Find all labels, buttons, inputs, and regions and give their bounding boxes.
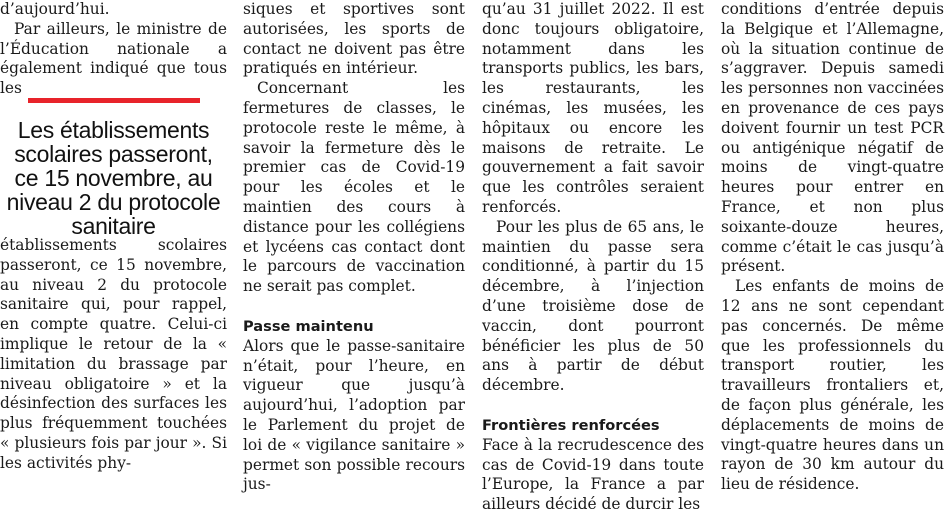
- paragraph: conditions d’entrée depuis la Belgique et l’Allemagne, où la situation continue de s’aggraver. Depuis samedi les personnes non vaccinées en provenance de ces pays doivent fournir un test PCR ou antigénique négatif de moins de vingt-quatre heures pour entrer en France, et non plus soixante-douze heures, comme c’était le cas jusqu’à présent.: [721, 0, 944, 276]
- paragraph: Par ailleurs, le ministre de l’Éducation nationale a également indiqué que tous les: [0, 19, 227, 98]
- section-heading: Frontières renforcées: [482, 416, 660, 434]
- article-column-3: [482, 0, 704, 515]
- paragraph: Face à la recrudescence des cas de Covid-19 dans toute l’Europe, la France a par ailleurs décidé de durcir les: [482, 435, 704, 514]
- section-heading: Passe maintenu: [243, 317, 374, 335]
- paragraph: qu’au 31 juillet 2022. Il est donc toujours obligatoire, notamment dans les transports publics, les bars, les restaurants, les cinémas, les musées, les hôpitaux ou encore les maisons de retraite. Le gouvernement a fait savoir que les contrôles seraient renforcés.: [482, 0, 704, 216]
- paragraph: Les enfants de moins de 12 ans ne sont cependant pas concernés. De même que les professionnels du transport routier, les travailleurs frontaliers et, de façon plus générale, les déplacements de moins de vingt-quatre heures dans un rayon de 30 km autour du lieu de résidence.: [721, 277, 944, 494]
- article-column-1: [0, 0, 227, 99]
- pullquote-rule: [28, 98, 200, 103]
- paragraph: Pour les plus de 65 ans, le maintien du passe sera conditionné, à partir du 15 décembre, à l’injection d’une troisième dose de vaccin, dont pourront bénéficier les plus de 50 ans à partir de début décembre.: [482, 217, 704, 395]
- paragraph: établissements scolaires passeront, ce 15 novembre, au niveau 2 du protocole sanitaire qui, pour rappel, en compte quatre. Celui-ci implique le retour de la « limitation du brassage par niveau obligatoire » et la désinfection des surfaces les plus fréquemment touchées « plusieurs fois par jour ». Si les activités phy-: [0, 236, 227, 472]
- paragraph: siques et sportives sont autorisées, les sports de contact ne doivent pas être pratiqués en intérieur.: [243, 0, 465, 78]
- paragraph: Concernant les fermetures de classes, le protocole reste le même, à savoir la fermeture dès le premier cas de Covid-19 pour les écoles et le maintien des cours à distance pour les collégiens et lycéens cas contact dont le parcours de vaccination ne serait pas complet.: [243, 79, 465, 296]
- article-column-1-lower: [0, 236, 227, 474]
- paragraph-continuation: d’aujourd’hui.: [0, 0, 110, 18]
- article-column-4: [721, 0, 944, 495]
- pullquote: Les établissements scolaires passeront, ce 15 novembre, au niveau 2 du protocole sanitaire: [6, 117, 221, 239]
- article-column-2: [243, 0, 465, 495]
- paragraph: Alors que le passe-sanitaire n’était, pour l’heure, en vigueur que jusqu’à aujourd’hui, l’adoption par le Parlement du projet de loi de « vigilance sanitaire » permet son possible recours jus-: [243, 336, 465, 494]
